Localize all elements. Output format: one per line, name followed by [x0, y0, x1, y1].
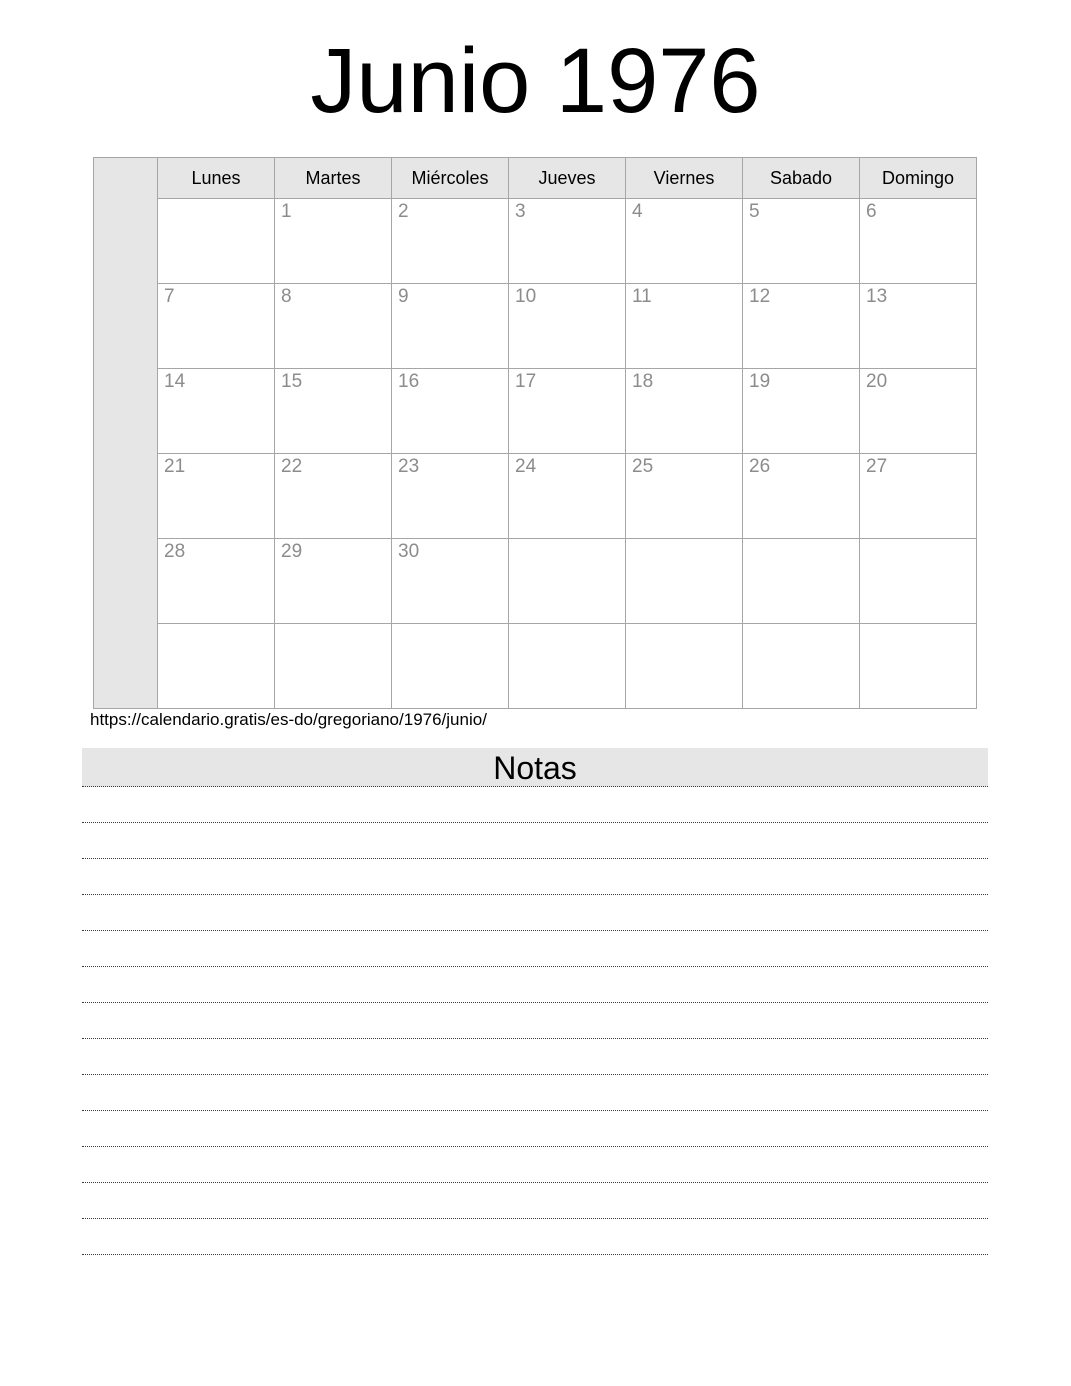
day-number: 27	[866, 456, 888, 477]
week-row	[94, 539, 977, 624]
day-cell-16	[392, 369, 509, 454]
day-number	[860, 624, 976, 645]
day-cell-empty	[626, 624, 743, 709]
day-cell-empty	[392, 624, 509, 709]
day-number	[392, 624, 508, 645]
day-number: 7	[164, 286, 175, 307]
calendar-body	[94, 158, 977, 709]
day-cell-5	[743, 199, 860, 284]
day-cell-empty	[509, 539, 626, 624]
day-number: 29	[281, 541, 303, 562]
day-cell-empty	[275, 624, 392, 709]
weekday-header: Miércoles	[392, 158, 509, 199]
note-line	[82, 1075, 988, 1111]
day-cell-13	[860, 284, 977, 369]
day-number	[509, 624, 625, 645]
weekday-header: Sabado	[743, 158, 860, 199]
day-cell-10	[509, 284, 626, 369]
day-number: 28	[164, 541, 186, 562]
week-row	[94, 624, 977, 709]
day-number: 2	[398, 201, 409, 222]
day-number: 22	[281, 456, 303, 477]
day-number: 21	[164, 456, 186, 477]
day-number	[158, 624, 274, 645]
day-cell-empty	[626, 539, 743, 624]
day-number: 6	[866, 201, 877, 222]
day-number	[743, 624, 859, 645]
day-cell-1	[275, 199, 392, 284]
day-cell-empty	[509, 624, 626, 709]
day-cell-8	[275, 284, 392, 369]
day-number	[509, 539, 625, 560]
day-number: 26	[749, 456, 771, 477]
note-line	[82, 931, 988, 967]
day-cell-20	[860, 369, 977, 454]
source-url-text: https://calendario.gratis/es-do/gregoriano/1976/junio/	[90, 710, 487, 729]
weekday-header: Viernes	[626, 158, 743, 199]
day-cell-empty	[860, 624, 977, 709]
note-line	[82, 1003, 988, 1039]
notes-header	[82, 748, 988, 787]
note-line	[82, 787, 988, 823]
day-number: 24	[515, 456, 537, 477]
day-number: 17	[515, 371, 537, 392]
day-cell-15	[275, 369, 392, 454]
note-line	[82, 1147, 988, 1183]
day-number: 10	[515, 286, 537, 307]
day-cell-24	[509, 454, 626, 539]
note-lines	[82, 787, 988, 1255]
day-number: 15	[281, 371, 303, 392]
day-cell-empty	[158, 199, 275, 284]
day-number: 1	[281, 201, 292, 222]
note-line	[82, 967, 988, 1003]
day-cell-28	[158, 539, 275, 624]
note-line	[82, 1111, 988, 1147]
weekday-header: Jueves	[509, 158, 626, 199]
day-number: 23	[398, 456, 420, 477]
day-cell-3	[509, 199, 626, 284]
day-cell-12	[743, 284, 860, 369]
day-cell-27	[860, 454, 977, 539]
day-cell-25	[626, 454, 743, 539]
note-line	[82, 1183, 988, 1219]
day-number	[158, 199, 274, 220]
day-cell-4	[626, 199, 743, 284]
weekday-header: Domingo	[860, 158, 977, 199]
notes-title: Notas	[493, 750, 577, 786]
day-cell-empty	[158, 624, 275, 709]
day-cell-11	[626, 284, 743, 369]
day-cell-9	[392, 284, 509, 369]
day-number: 12	[749, 286, 771, 307]
day-cell-empty	[743, 539, 860, 624]
day-cell-17	[509, 369, 626, 454]
day-number	[743, 539, 859, 560]
day-number: 14	[164, 371, 186, 392]
note-line	[82, 859, 988, 895]
week-row	[94, 369, 977, 454]
day-number: 30	[398, 541, 420, 562]
note-line	[82, 1039, 988, 1075]
day-number	[626, 539, 742, 560]
weekday-header-row	[94, 158, 977, 199]
day-number: 3	[515, 201, 526, 222]
week-row	[94, 199, 977, 284]
day-cell-empty	[860, 539, 977, 624]
day-number: 9	[398, 286, 409, 307]
day-number	[626, 624, 742, 645]
day-cell-6	[860, 199, 977, 284]
day-number: 19	[749, 371, 771, 392]
day-number: 18	[632, 371, 654, 392]
day-number: 25	[632, 456, 654, 477]
day-cell-7	[158, 284, 275, 369]
day-number	[860, 539, 976, 560]
day-cell-21	[158, 454, 275, 539]
day-cell-14	[158, 369, 275, 454]
day-number: 11	[632, 286, 652, 307]
day-cell-26	[743, 454, 860, 539]
day-number: 8	[281, 286, 292, 307]
notes-section	[82, 748, 988, 1255]
day-cell-18	[626, 369, 743, 454]
day-number: 20	[866, 371, 888, 392]
day-number	[275, 624, 391, 645]
note-line	[82, 895, 988, 931]
day-cell-2	[392, 199, 509, 284]
week-side-column	[94, 158, 158, 709]
note-line	[82, 823, 988, 859]
day-cell-19	[743, 369, 860, 454]
weekday-header: Lunes	[158, 158, 275, 199]
note-line	[82, 1219, 988, 1255]
page-title: Junio 1976	[310, 30, 761, 132]
day-cell-empty	[743, 624, 860, 709]
day-cell-30	[392, 539, 509, 624]
day-number: 13	[866, 286, 888, 307]
weekday-header: Martes	[275, 158, 392, 199]
day-cell-22	[275, 454, 392, 539]
day-number: 4	[632, 201, 643, 222]
day-cell-29	[275, 539, 392, 624]
week-row	[94, 284, 977, 369]
day-number: 16	[398, 371, 420, 392]
week-row	[94, 454, 977, 539]
calendar-table	[93, 157, 977, 709]
day-number: 5	[749, 201, 760, 222]
day-cell-23	[392, 454, 509, 539]
